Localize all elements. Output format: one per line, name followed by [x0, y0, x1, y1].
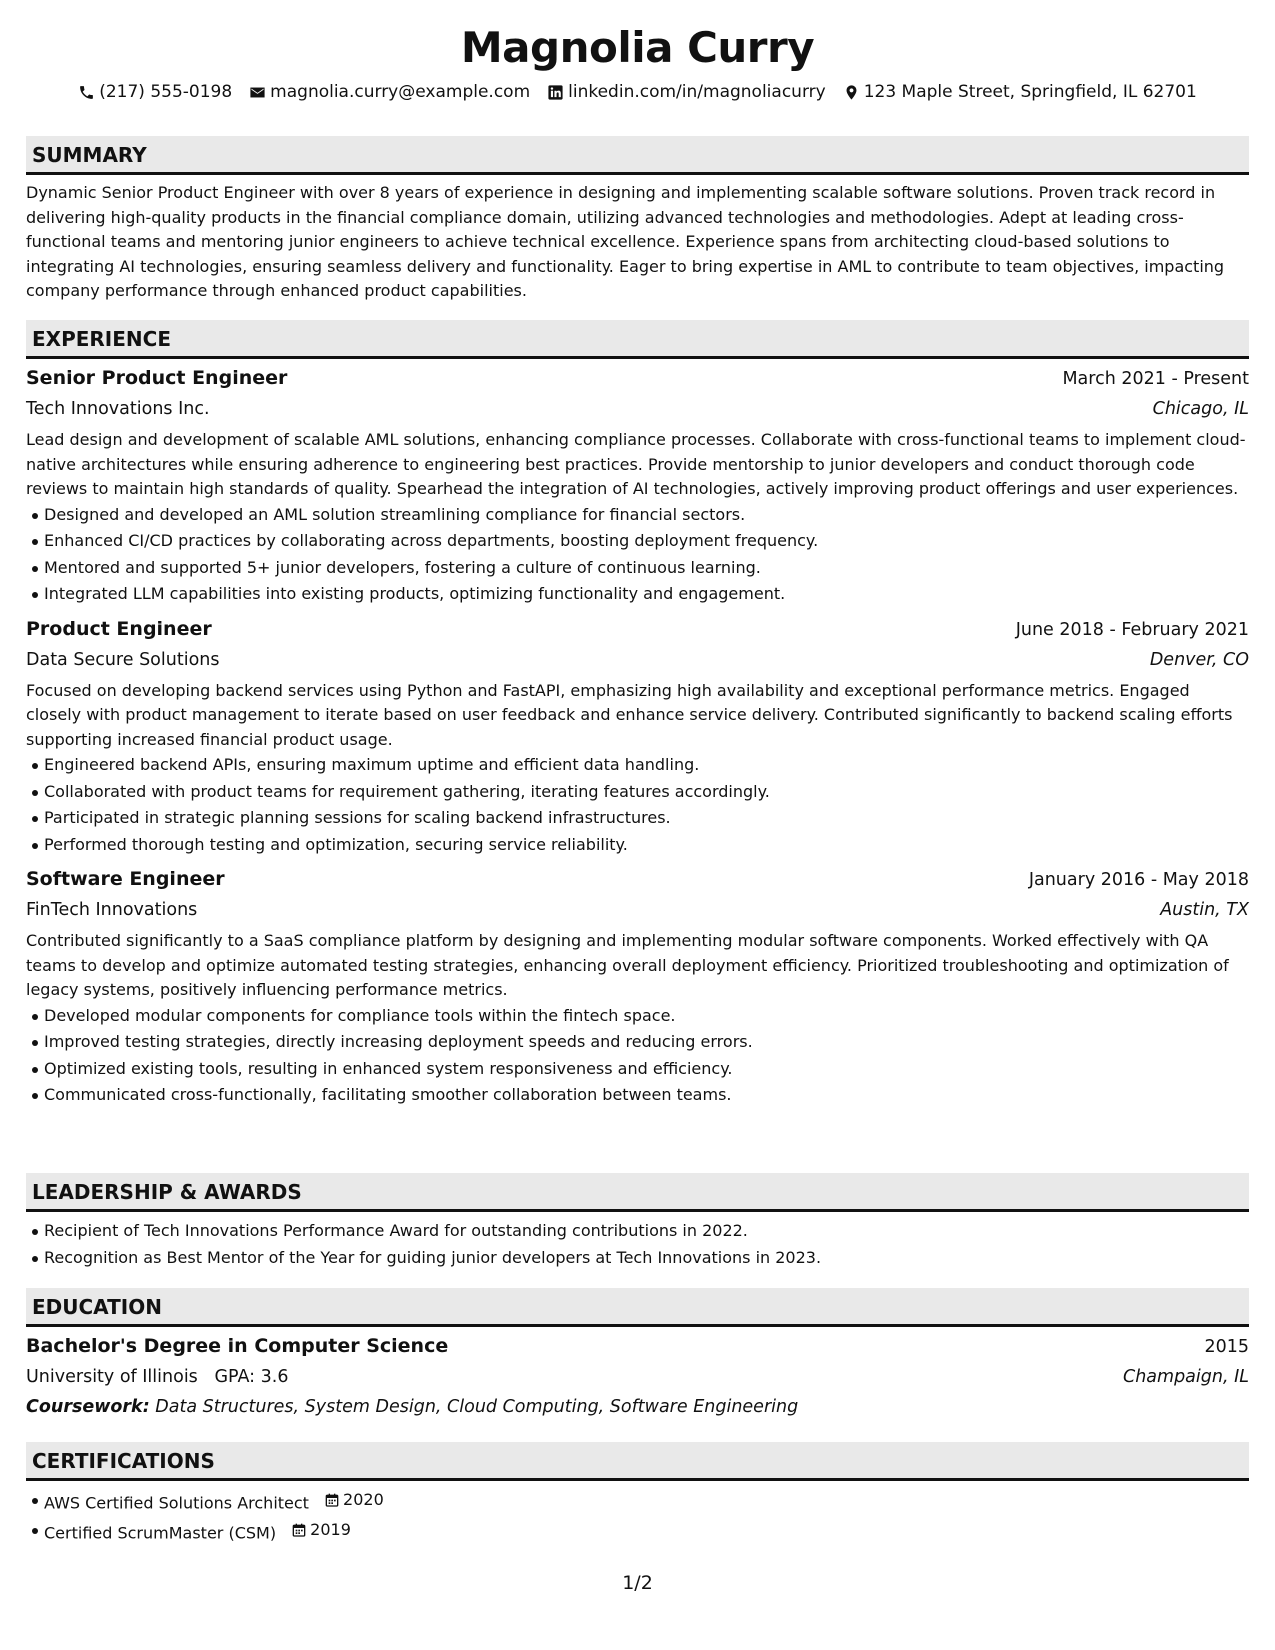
summary-text: Dynamic Senior Product Engineer with over 8 years of experience in designing and implementing scalable software solutions. Proven track record in delivering high-quality products in the financial compliance domain, utilizing advanced technologies and methodologies. Adept at leading cross-functional teams and mentoring junior engineers to achieve technical excellence. Experience spans from architecting cloud-based solutions to integrating AI technologies, ensuring seamless delivery and functionality. Eager to bring expertise in AML to contribute to team objectives, impacting company performance through enhanced product capabilities.: [26, 183, 1225, 300]
list-item: Recognition as Best Mentor of the Year for guiding junior developers at Tech Innovations in 2023.: [44, 1245, 1249, 1272]
list-item: Improved testing strategies, directly increasing deployment speeds and reducing errors.: [44, 1029, 1249, 1056]
cert-date: [291, 1517, 351, 1544]
job-description: Focused on developing backend services using Python and FastAPI, emphasizing high availability and exceptional performance metrics. Engaged closely with product management to iterate based on user feedback and enhance service delivery. Contributed significantly to backend scaling efforts supporting increased financial product usage.: [26, 680, 1233, 749]
education-section: [26, 1288, 1249, 1422]
leadership-heading: LEADERSHIP & AWARDS: [26, 1173, 1249, 1212]
list-item: Optimized existing tools, resulting in enhanced system responsiveness and efficiency.: [44, 1056, 1249, 1083]
job-location: Austin, TX: [1160, 900, 1249, 920]
job-entry: [26, 614, 1249, 859]
summary-section: [26, 136, 1249, 304]
candidate-name: Magnolia Curry: [460, 23, 815, 72]
job-entry: [26, 363, 1249, 608]
contact-email: [249, 79, 530, 105]
job-title: Software Engineer: [26, 868, 225, 890]
list-item: Developed modular components for compliance tools within the fintech space.: [44, 1003, 1249, 1030]
list-item: Designed and developed an AML solution streamlining compliance for financial sectors.: [44, 502, 1249, 529]
calendar-icon: [324, 1492, 340, 1508]
graduation-year: 2015: [1204, 1337, 1249, 1357]
linkedin-text: linkedin.com/in/magnoliacurry: [568, 82, 826, 102]
cert-name: Certified ScrumMaster (CSM): [44, 1523, 277, 1542]
list-item: Engineered backend APIs, ensuring maximum uptime and efficient data handling.: [44, 752, 1249, 779]
experience-heading: EXPERIENCE: [26, 320, 1249, 359]
contact-address: [843, 79, 1197, 105]
coursework-line: [26, 1392, 1249, 1422]
school-line: [26, 1362, 288, 1392]
contact-linkedin: [547, 79, 826, 105]
leadership-list: [26, 1218, 1249, 1271]
cert-date: [324, 1487, 384, 1514]
page-number: 1/2: [622, 1572, 653, 1594]
list-item: Performed thorough testing and optimization, securing service reliability.: [44, 832, 1249, 859]
job-description: Contributed significantly to a SaaS compliance platform by designing and implementing modular software components. Worked effectively with QA teams to develop and optimize automated testing strategies, enhancing overall deployment efficiency. Prioritized troubleshooting and optimization of legacy systems, positively influencing performance metrics.: [26, 931, 1229, 999]
map-pin-icon: [843, 84, 860, 101]
certifications-heading: CERTIFICATIONS: [26, 1442, 1249, 1481]
job-bullets: [26, 1003, 1249, 1109]
cert-name: AWS Certified Solutions Architect: [44, 1493, 309, 1513]
job-dates: June 2018 - February 2021: [1015, 619, 1249, 640]
contact-phone: [78, 79, 232, 105]
phone-icon: [78, 84, 95, 101]
job-location: Chicago, IL: [1152, 399, 1249, 419]
list-item: Enhanced CI/CD practices by collaborating across departments, boosting deployment frequency.: [44, 528, 1249, 555]
job-bullets: [26, 752, 1249, 858]
gpa: GPA: 3.6: [214, 1367, 289, 1387]
job-location: Denver, CO: [1149, 649, 1249, 670]
list-item: Recipient of Tech Innovations Performance Award for outstanding contributions in 2022.: [44, 1218, 1249, 1245]
linkedin-icon: [547, 84, 564, 101]
list-item: Participated in strategic planning sessions for scaling backend infrastructures.: [44, 805, 1249, 832]
degree-title: Bachelor's Degree in Computer Science: [26, 1335, 449, 1357]
resume-page: [26, 0, 1249, 1650]
address-text: 123 Maple Street, Springfield, IL 62701: [863, 82, 1197, 102]
list-item: Mentored and supported 5+ junior developers, fostering a culture of continuous learning.: [44, 555, 1249, 582]
summary-heading: SUMMARY: [26, 136, 1249, 175]
phone-text: (217) 555-0198: [99, 82, 233, 102]
job-title: Product Engineer: [26, 617, 212, 640]
job-description: Lead design and development of scalable AML solutions, enhancing compliance processes. Collaborate with cross-functional teams to implement cloud-native architectures while ensuring adherence to engineering best practices. Provide mentorship to junior developers and conduct thorough code reviews to maintain high standards of quality. Spearhead the integration of AI technologies, actively improving product offerings and user experiences.: [26, 430, 1246, 498]
certifications-list: [26, 1487, 1249, 1547]
envelope-icon: [249, 84, 266, 101]
calendar-icon: [291, 1522, 307, 1538]
job-company: Tech Innovations Inc.: [26, 399, 210, 419]
job-dates: March 2021 - Present: [1062, 369, 1249, 389]
cert-year: 2019: [310, 1519, 351, 1539]
job-entry: [26, 864, 1249, 1109]
list-item: Communicated cross-functionally, facilitating smoother collaboration between teams.: [44, 1082, 1249, 1109]
job-title: Senior Product Engineer: [26, 367, 288, 389]
job-dates: January 2016 - May 2018: [1028, 870, 1249, 890]
education-heading: EDUCATION: [26, 1288, 1249, 1327]
cert-year: 2020: [343, 1490, 384, 1509]
experience-section: [26, 320, 1249, 1109]
email-text: magnolia.curry@example.com: [270, 82, 531, 102]
coursework-text: Data Structures, System Design, Cloud Computing, Software Engineering: [155, 1397, 799, 1417]
list-item: [44, 1487, 1249, 1517]
job-company: Data Secure Solutions: [26, 649, 220, 670]
contact-bar: [26, 79, 1249, 105]
school-location: Champaign, IL: [1122, 1367, 1249, 1387]
coursework-label: Coursework:: [26, 1397, 150, 1417]
list-item: Integrated LLM capabilities into existing products, optimizing functionality and engagement.: [44, 581, 1249, 608]
school-name: University of Illinois: [26, 1367, 198, 1387]
job-company: FinTech Innovations: [26, 900, 198, 920]
leadership-section: [26, 1173, 1249, 1271]
list-item: Collaborated with product teams for requirement gathering, iterating features accordingly.: [44, 779, 1249, 806]
certifications-section: [26, 1442, 1249, 1547]
list-item: [44, 1517, 1249, 1547]
job-bullets: [26, 502, 1249, 608]
